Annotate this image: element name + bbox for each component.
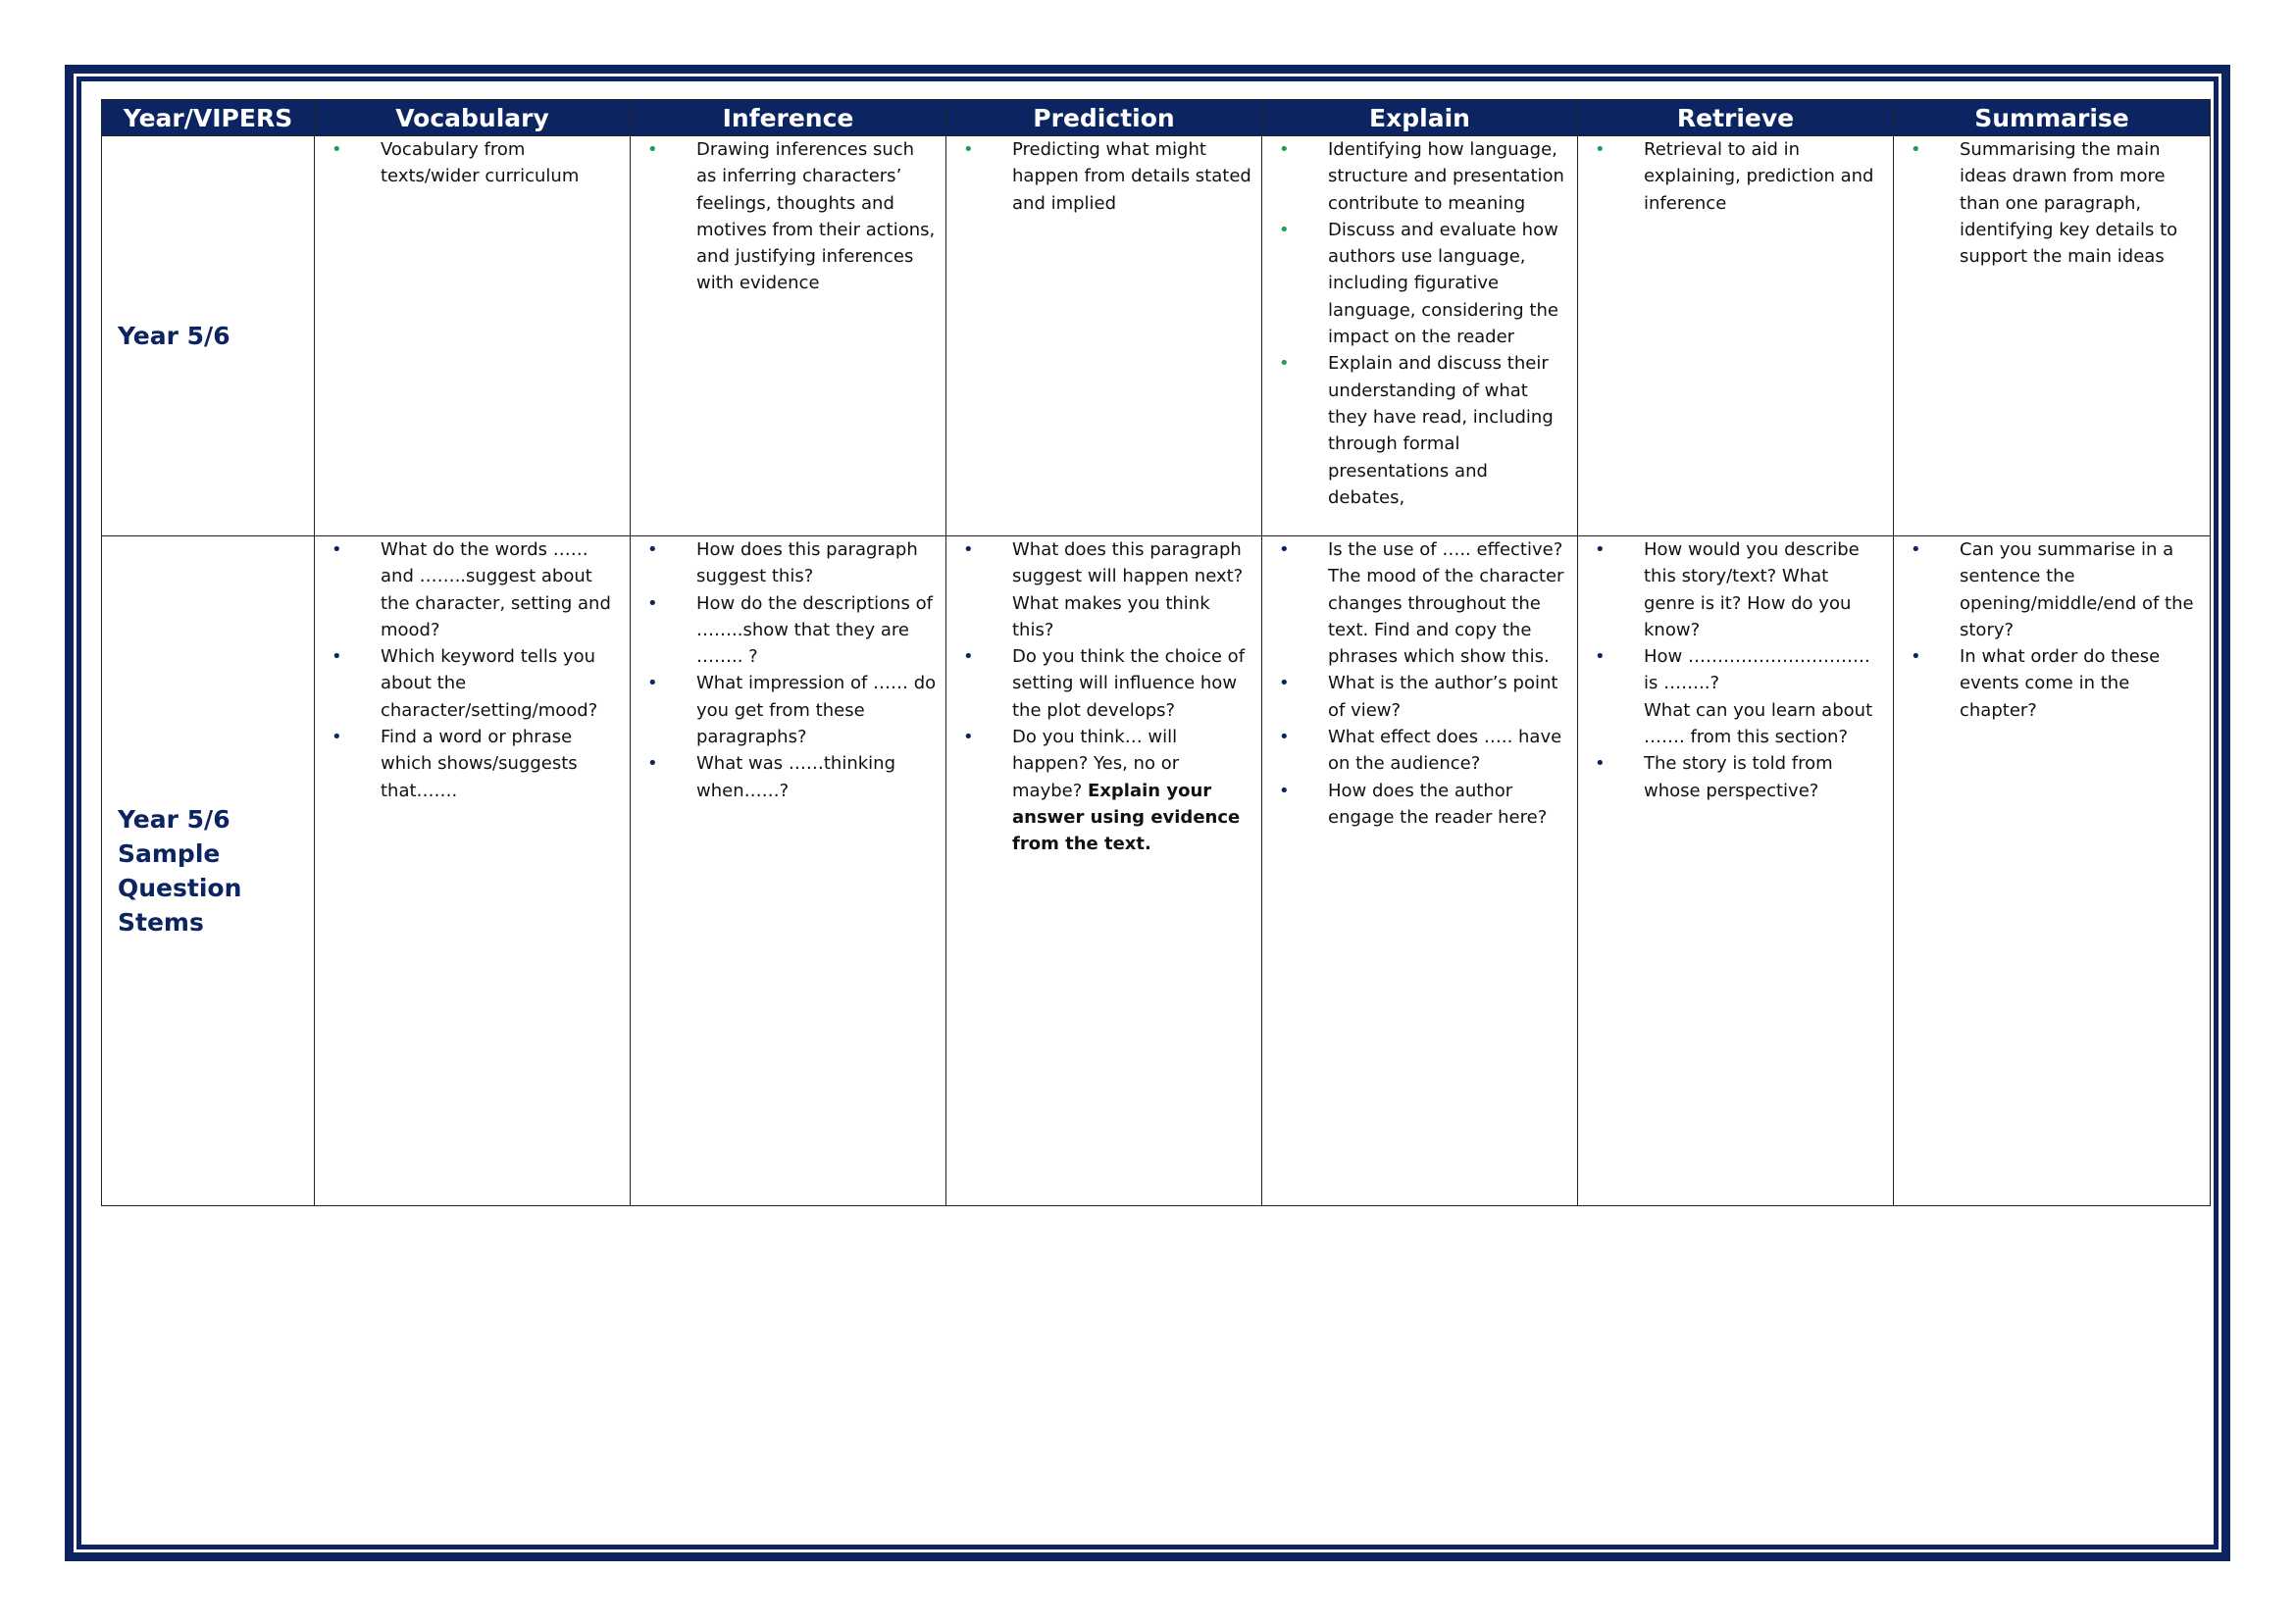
cell-retrieve-objectives <box>1578 136 1894 536</box>
list-item: • What is the author’s point of view? <box>1263 670 1568 724</box>
list-item: • Vocabulary from texts/wider curriculum <box>316 136 621 190</box>
table-row <box>102 536 2211 1206</box>
cell-prediction-objectives <box>946 136 1262 536</box>
list-item <box>947 724 1252 857</box>
list-item: • The story is told from whose perspective? <box>1579 750 1884 804</box>
row-label-line: Year 5/6 <box>118 805 230 834</box>
cell-inference-objectives <box>631 136 946 536</box>
list-item: • Can you summarise in a sentence the opening/middle/end of the story? <box>1895 536 2201 643</box>
list-item: • Discuss and evaluate how authors use language, including figurative language, considering the impact on the reader <box>1263 217 1568 350</box>
cell-retrieve-stems <box>1578 536 1894 1206</box>
row-label-line: Stems <box>118 908 204 937</box>
list-item: • Do you think the choice of setting will influence how the plot develops? <box>947 643 1252 724</box>
list-item: • Retrieval to aid in explaining, prediction and inference <box>1579 136 1884 217</box>
list-item: • Which keyword tells you about the character/setting/mood? <box>316 643 621 724</box>
cell-prediction-stems <box>946 536 1262 1206</box>
list-item: What can you learn about ……. from this section? <box>1644 699 1873 748</box>
header-year-vipers: Year/VIPERS <box>102 100 315 136</box>
list-item: • Explain and discuss their understanding of what they have read, including through formal presentations and debates, <box>1263 350 1568 511</box>
cell-vocabulary-stems <box>315 536 631 1206</box>
list-item: • In what order do these events come in the chapter? <box>1895 643 2201 724</box>
list-item: • Identifying how language, structure and presentation contribute to meaning <box>1263 136 1568 217</box>
list-item: • What impression of …… do you get from these paragraphs? <box>632 670 937 750</box>
list-item: • How …………………………. is ……..? <box>1579 643 1884 697</box>
row-label-line: Question <box>118 874 242 902</box>
cell-explain-objectives <box>1262 136 1578 536</box>
vipers-table <box>101 99 2211 1206</box>
header-explain: Explain <box>1262 100 1578 136</box>
row-label-question-stems <box>102 536 315 1206</box>
table-row <box>102 136 2211 536</box>
list-item: • What was ……thinking when……? <box>632 750 937 804</box>
row-label-year <box>102 136 315 536</box>
header-prediction: Prediction <box>946 100 1262 136</box>
list-item: • How does the author engage the reader here? <box>1263 778 1568 832</box>
list-item: • Drawing inferences such as inferring characters’ feelings, thoughts and motives from their actions, and justifying inferences with evidence <box>632 136 937 297</box>
list-item: • Predicting what might happen from details stated and implied <box>947 136 1252 217</box>
cell-vocabulary-objectives <box>315 136 631 536</box>
list-item: • Summarising the main ideas drawn from more than one paragraph, identifying key details to support the main ideas <box>1895 136 2201 270</box>
list-item: • Is the use of ….. effective? The mood of the character changes throughout the text. Find and copy the phrases which show this. <box>1263 536 1568 670</box>
list-item: • How does this paragraph suggest this? <box>632 536 937 590</box>
list-item-text: Do you think… will happen? Yes, no or maybe? <box>1012 727 1180 801</box>
list-item: • What do the words …… and ……..suggest about the character, setting and mood? <box>316 536 621 643</box>
cell-summarise-objectives <box>1894 136 2211 536</box>
row-label-line: Year 5/6 <box>118 322 230 350</box>
cell-summarise-stems <box>1894 536 2211 1206</box>
cell-explain-stems <box>1262 536 1578 1206</box>
header-inference: Inference <box>631 100 946 136</box>
list-item: • What does this paragraph suggest will happen next? What makes you think this? <box>947 536 1252 643</box>
header-retrieve: Retrieve <box>1578 100 1894 136</box>
list-item: • What effect does ….. have on the audience? <box>1263 724 1568 778</box>
header-vocabulary: Vocabulary <box>315 100 631 136</box>
header-summarise: Summarise <box>1894 100 2211 136</box>
row-label-line: Sample <box>118 839 221 868</box>
list-item: • How would you describe this story/text? What genre is it? How do you know? <box>1579 536 1884 643</box>
cell-inference-stems <box>631 536 946 1206</box>
list-item: • Find a word or phrase which shows/suggests that……. <box>316 724 621 804</box>
header-row <box>102 100 2211 136</box>
list-item: • How do the descriptions of ……..show that they are …….. ? <box>632 590 937 671</box>
emphasis-text: Explain your answer using evidence from the text. <box>1012 780 1241 855</box>
